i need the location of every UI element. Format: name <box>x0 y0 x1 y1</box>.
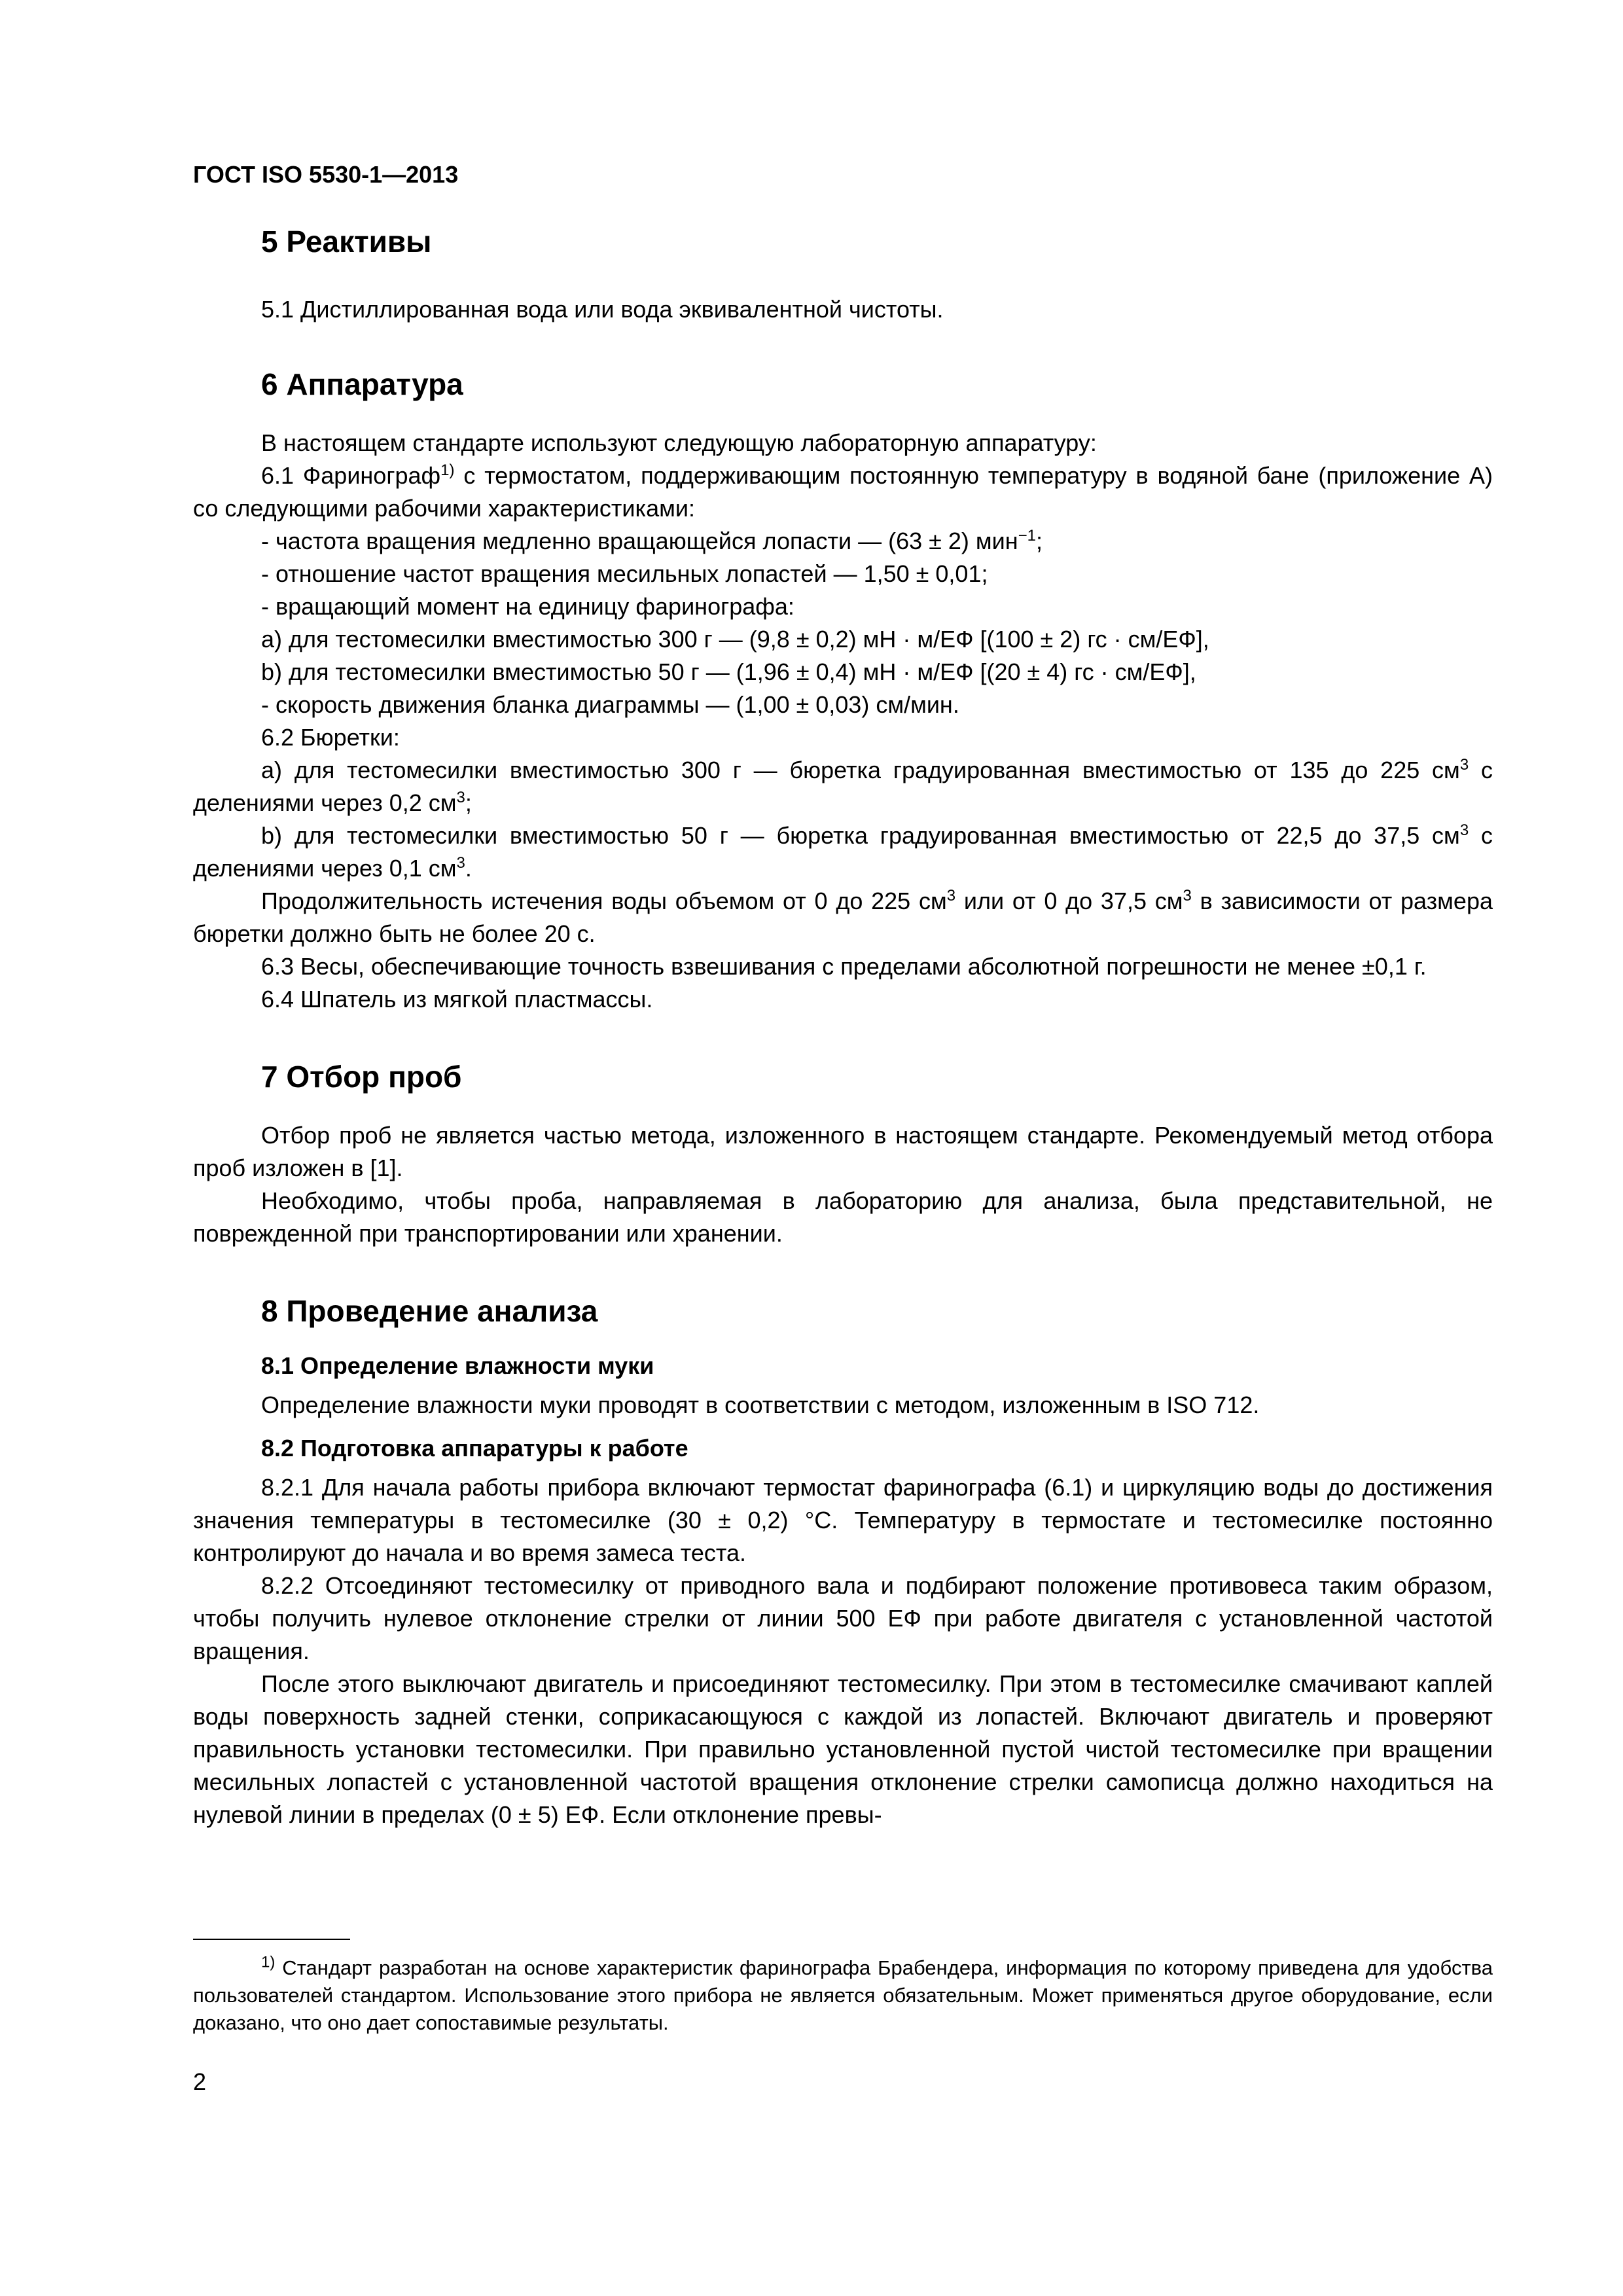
heading-section-6: 6 Аппаратура <box>261 367 463 401</box>
footnote-text: Стандарт разработан на основе характеристик фаринографа Брабендера, информация по которому приведена для удобства пользователей стандартом. Использование этого прибора не является обязательным. Может применяться другое оборудование, если доказано, что оно дает сопоставимые результаты. <box>193 1956 1493 2034</box>
paragraph-6-1 <box>193 459 1493 525</box>
text-fragment: a) для тестомесилки вместимостью 300 г — бюретка градуированная вместимостью от 135 до 225 см <box>261 757 1460 783</box>
paragraph-6-2: 6.2 Бюретки: <box>261 724 400 751</box>
text-fragment: b) для тестомесилки вместимостью 50 г — бюретка градуированная вместимостью от 22,5 до 37,5 см <box>261 822 1460 849</box>
heading-section-5: 5 Реактивы <box>261 224 432 259</box>
superscript: 3 <box>946 887 956 905</box>
heading-8-2: 8.2 Подготовка аппаратуры к работе <box>261 1435 688 1462</box>
footnote <box>193 1954 1493 2037</box>
text-fragment: 6.1 Фаринограф <box>261 462 441 489</box>
paragraph-8-2-1: 8.2.1 Для начала работы прибора включают термостат фаринографа (6.1) и циркуляцию воды до достижения значения температуры в тестомесилке (30 ± 0,2) °С. Температуру в термостате и тестомесилке постоянно контролируют до начала и во время замеса теста. <box>193 1474 1493 1566</box>
heading-8-1: 8.1 Определение влажности муки <box>261 1352 654 1379</box>
paragraph-5-1: 5.1 Дистиллированная вода или вода эквивалентной чистоты. <box>261 296 944 323</box>
paragraph-duration <box>193 885 1493 950</box>
paragraph-6-3: 6.3 Весы, обеспечивающие точность взвешивания с пределами абсолютной погрешности не менее ±0,1 г. <box>261 953 1427 980</box>
list-item-torque-50: b) для тестомесилки вместимостью 50 г — (1,96 ± 0,4) мН · м/ЕФ [(20 ± 4) гс · см/ЕФ], <box>261 658 1196 685</box>
page-number: 2 <box>193 2068 207 2095</box>
text-fragment: ; <box>465 789 472 816</box>
text-fragment: в зависимости от размера бюретки должно быть не более 20 с. <box>193 888 1493 947</box>
text-fragment: с делениями через 0,2 см <box>193 757 1493 816</box>
footnote-mark: 1) <box>261 1953 276 1971</box>
text-fragment: . <box>465 855 472 882</box>
heading-section-8: 8 Проведение анализа <box>261 1294 598 1328</box>
document-code: ГОСТ ISO 5530-1—2013 <box>193 161 459 188</box>
superscript: 3 <box>1183 887 1192 905</box>
list-item-ratio: - отношение частот вращения месильных лопастей — 1,50 ± 0,01; <box>261 560 988 587</box>
text-fragment: ; <box>1036 528 1043 554</box>
text-fragment: - частота вращения медленно вращающейся лопасти — (63 ± 2) мин <box>261 528 1018 554</box>
footnote-ref: 1) <box>440 461 455 479</box>
superscript: −1 <box>1018 527 1036 545</box>
list-item-chart-speed: - скорость движения бланка диаграммы — (1,00 ± 0,03) см/мин. <box>261 691 959 718</box>
paragraph-7-1: Отбор проб не является частью метода, изложенного в настоящем стандарте. Рекомендуемый метод отбора проб изложен в [1]. <box>193 1122 1493 1181</box>
superscript: 3 <box>1459 756 1469 774</box>
text-fragment: или от 0 до 37,5 см <box>955 888 1183 914</box>
paragraph-6-4: 6.4 Шпатель из мягкой пластмассы. <box>261 986 653 1013</box>
paragraph-8-2-2: 8.2.2 Отсоединяют тестомесилку от приводного вала и подбирают положение противовеса таким образом, чтобы получить нулевое отклонение стрелки от линии 500 ЕФ при работе двигателя с установленной частотой вращения. <box>193 1572 1493 1664</box>
list-item-rotation-speed <box>193 525 1493 558</box>
page-body <box>193 223 1493 1831</box>
heading-section-7: 7 Отбор проб <box>261 1060 462 1094</box>
paragraph-8-1: Определение влажности муки проводят в соответствии с методом, изложенным в ISO 712. <box>261 1391 1260 1418</box>
paragraph-8-2-3: После этого выключают двигатель и присоединяют тестомесилку. При этом в тестомесилке смачивают каплей воды поверхность задней стенки, соприкасающуюся с каждой из лопастей. Включают двигатель и проверяют правильность установки тестомесилки. При правильно установленной пустой чистой тестомесилке при вращении месильных лопастей с установленной частотой вращения отклонение стрелки самописца должно находиться на нулевой линии в пределах (0 ± 5) ЕФ. Если отклонение превы- <box>193 1670 1493 1828</box>
text-fragment: с делениями через 0,1 см <box>193 822 1493 882</box>
paragraph-7-2: Необходимо, чтобы проба, направляемая в лабораторию для анализа, была представительной, не поврежденной при транспортировании или хранении. <box>193 1187 1493 1247</box>
paragraph-6-2-b <box>193 819 1493 885</box>
footnote-divider <box>193 1939 350 1940</box>
superscript: 3 <box>456 854 465 872</box>
list-item-torque: - вращающий момент на единицу фаринографа: <box>261 593 794 620</box>
paragraph-6-2-a <box>193 754 1493 819</box>
paragraph-6-intro: В настоящем стандарте используют следующую лабораторную аппаратуру: <box>261 429 1097 456</box>
superscript: 3 <box>1459 821 1469 839</box>
superscript: 3 <box>456 789 465 806</box>
text-fragment: Продолжительность истечения воды объемом от 0 до 225 см <box>261 888 947 914</box>
list-item-torque-300: a) для тестомесилки вместимостью 300 г — (9,8 ± 0,2) мН · м/ЕФ [(100 ± 2) гс · см/ЕФ], <box>261 626 1209 653</box>
text-fragment: с термостатом, поддерживающим постоянную температуру в водяной бане (приложение А) со следующими рабочими характеристиками: <box>193 462 1493 522</box>
